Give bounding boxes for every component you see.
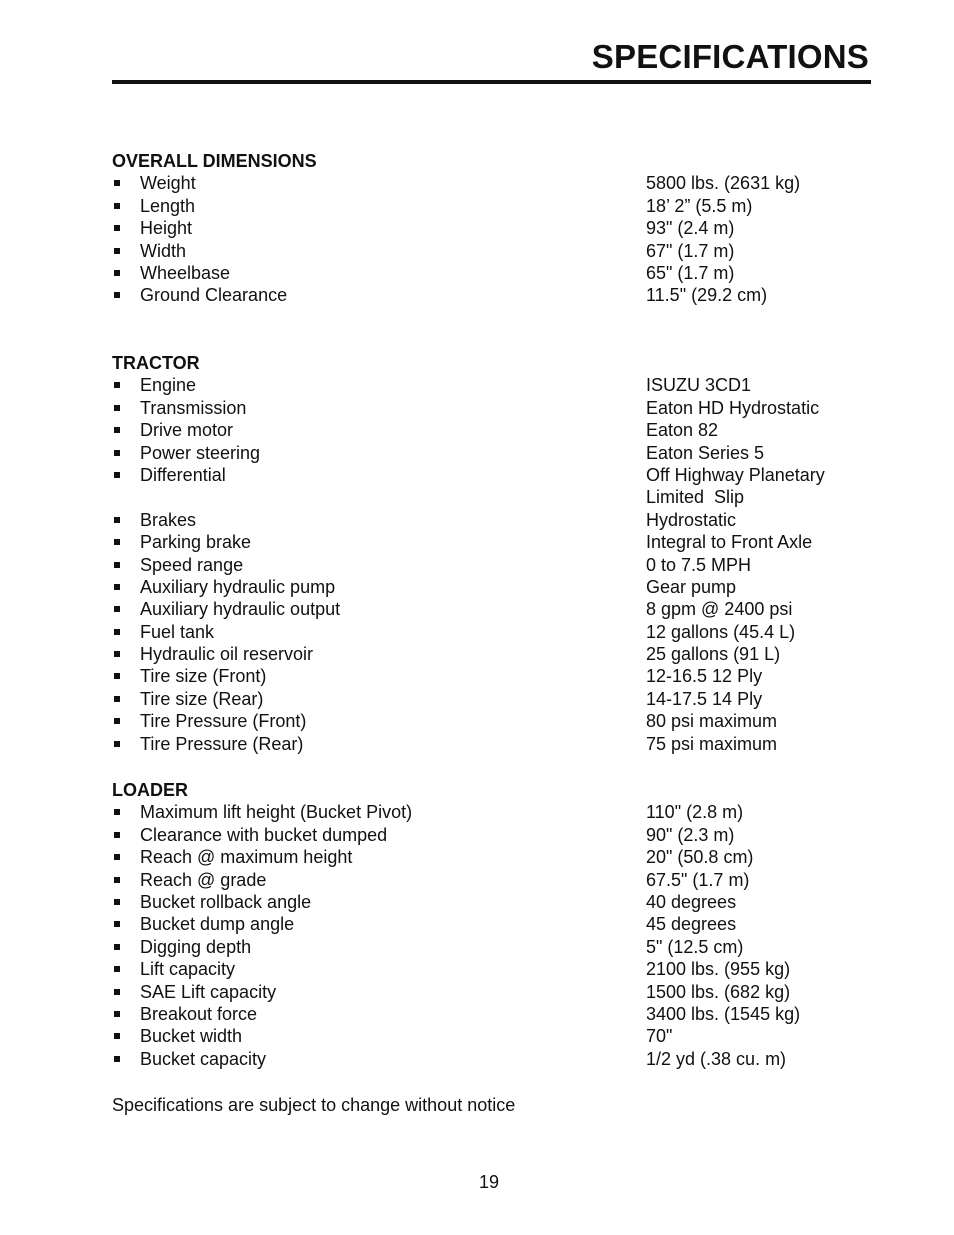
bullet-icon <box>114 629 120 635</box>
spec-value: 67.5" (1.7 m) <box>646 869 750 890</box>
spec-label: Brakes <box>140 509 197 530</box>
spec-label: Bucket capacity <box>140 1048 267 1069</box>
spec-label: Speed range <box>140 554 244 575</box>
spec-value: 93" (2.4 m) <box>646 218 735 239</box>
spec-row <box>112 688 872 710</box>
spec-row <box>112 846 872 868</box>
spec-row <box>112 665 872 687</box>
bullet-icon <box>114 382 120 388</box>
spec-label: Tire Pressure (Rear) <box>140 733 304 754</box>
spec-row <box>112 869 872 891</box>
spec-value: 14-17.5 14 Ply <box>646 688 763 709</box>
spec-label: Parking brake <box>140 532 252 553</box>
spec-row <box>112 913 872 935</box>
spec-row <box>112 621 872 643</box>
spec-label: Tire Pressure (Front) <box>140 711 307 732</box>
spec-value: 1/2 yd (.38 cu. m) <box>646 1048 787 1069</box>
spec-label: Auxiliary hydraulic pump <box>140 576 336 597</box>
spec-row <box>112 801 872 823</box>
bullet-icon <box>114 966 120 972</box>
spec-list <box>112 172 872 306</box>
spec-row <box>112 1003 872 1025</box>
spec-value: 25 gallons (91 L) <box>646 644 781 665</box>
spec-label: Wheelbase <box>140 262 231 283</box>
spec-value: 110" (2.8 m) <box>646 802 744 823</box>
spec-row <box>112 936 872 958</box>
bullet-icon <box>114 809 120 815</box>
bullet-icon <box>114 203 120 209</box>
spec-label: Bucket rollback angle <box>140 891 312 912</box>
footnote: Specifications are subject to change without notice <box>112 1095 516 1115</box>
spec-value: 70" <box>646 1026 673 1047</box>
spec-row <box>112 643 872 665</box>
spec-label: Maximum lift height (Bucket Pivot) <box>140 802 413 823</box>
bullet-icon <box>114 989 120 995</box>
spec-value: Off Highway Planetary <box>646 464 825 485</box>
section-heading: OVERALL DIMENSIONS <box>112 151 317 171</box>
spec-row <box>112 397 872 419</box>
spec-value: 2100 lbs. (955 kg) <box>646 959 791 980</box>
spec-label: Engine <box>140 375 197 396</box>
bullet-icon <box>114 405 120 411</box>
spec-label: Bucket width <box>140 1026 243 1047</box>
spec-row <box>112 284 872 306</box>
spec-value: 40 degrees <box>646 891 737 912</box>
spec-value: ISUZU 3CD1 <box>646 375 752 396</box>
spec-row <box>112 464 872 509</box>
section-heading: LOADER <box>112 780 188 800</box>
spec-row <box>112 710 872 732</box>
spec-label: Reach @ maximum height <box>140 847 353 868</box>
spec-label: Tire size (Front) <box>140 666 267 687</box>
spec-row <box>112 240 872 262</box>
spec-label: Bucket dump angle <box>140 914 295 935</box>
bullet-icon <box>114 539 120 545</box>
bullet-icon <box>114 877 120 883</box>
spec-value: 8 gpm @ 2400 psi <box>646 599 793 620</box>
loader-section <box>112 779 872 1070</box>
bullet-icon <box>114 562 120 568</box>
spec-row <box>112 374 872 396</box>
spec-value: Hydrostatic <box>646 509 737 530</box>
spec-value: 45 degrees <box>646 914 737 935</box>
spec-value: 20" (50.8 cm) <box>646 847 754 868</box>
spec-label: SAE Lift capacity <box>140 981 277 1002</box>
spec-value: 11.5" (29.2 cm) <box>646 285 768 306</box>
tractor-section <box>112 352 872 755</box>
spec-label: Width <box>140 240 187 261</box>
bullet-icon <box>114 673 120 679</box>
spec-label: Hydraulic oil reservoir <box>140 644 314 665</box>
spec-label: Length <box>140 195 196 216</box>
title-rule <box>112 80 871 84</box>
spec-label: Reach @ grade <box>140 869 267 890</box>
spec-value: 12 gallons (45.4 L) <box>646 621 796 642</box>
spec-label: Clearance with bucket dumped <box>140 824 388 845</box>
bullet-icon <box>114 584 120 590</box>
bullet-icon <box>114 450 120 456</box>
spec-row <box>112 598 872 620</box>
spec-value: 80 psi maximum <box>646 711 778 732</box>
spec-value: 3400 lbs. (1545 kg) <box>646 1003 801 1024</box>
spec-value: Integral to Front Axle <box>646 532 813 553</box>
bullet-icon <box>114 292 120 298</box>
spec-row <box>112 891 872 913</box>
overall-dimensions-section <box>112 150 872 307</box>
spec-row <box>112 958 872 980</box>
bullet-icon <box>114 899 120 905</box>
spec-value: 18’ 2” (5.5 m) <box>646 195 753 216</box>
spec-label: Fuel tank <box>140 621 215 642</box>
spec-row <box>112 262 872 284</box>
bullet-icon <box>114 944 120 950</box>
spec-label: Transmission <box>140 397 247 418</box>
spec-value: 90" (2.3 m) <box>646 824 735 845</box>
bullet-icon <box>114 427 120 433</box>
bullet-icon <box>114 921 120 927</box>
spec-value: 5" (12.5 cm) <box>646 936 744 957</box>
bullet-icon <box>114 832 120 838</box>
bullet-icon <box>114 606 120 612</box>
section-heading: TRACTOR <box>112 353 200 373</box>
spec-label: Weight <box>140 173 196 194</box>
spec-value: 65" (1.7 m) <box>646 262 735 283</box>
bullet-icon <box>114 741 120 747</box>
spec-list <box>112 374 872 755</box>
spec-row <box>112 981 872 1003</box>
bullet-icon <box>114 651 120 657</box>
bullet-icon <box>114 517 120 523</box>
spec-label: Height <box>140 218 193 239</box>
spec-value-continued: Limited Slip <box>646 487 745 508</box>
spec-row <box>112 1048 872 1070</box>
spec-row <box>112 824 872 846</box>
spec-row <box>112 217 872 239</box>
spec-row <box>112 531 872 553</box>
spec-row <box>112 554 872 576</box>
spec-value: 67" (1.7 m) <box>646 240 735 261</box>
spec-label: Ground Clearance <box>140 285 288 306</box>
spec-label: Differential <box>140 464 226 485</box>
bullet-icon <box>114 718 120 724</box>
spec-value: 12-16.5 12 Ply <box>646 666 763 687</box>
spec-row <box>112 576 872 598</box>
spec-value: Eaton HD Hydrostatic <box>646 397 820 418</box>
spec-label: Auxiliary hydraulic output <box>140 599 341 620</box>
bullet-icon <box>114 180 120 186</box>
spec-value: 75 psi maximum <box>646 733 778 754</box>
spec-value: 5800 lbs. (2631 kg) <box>646 173 801 194</box>
bullet-icon <box>114 225 120 231</box>
spec-value: Eaton 82 <box>646 420 719 441</box>
spec-row <box>112 172 872 194</box>
spec-row <box>112 419 872 441</box>
spec-value: Gear pump <box>646 576 737 597</box>
spec-row <box>112 733 872 755</box>
spec-row <box>112 509 872 531</box>
spec-row <box>112 1025 872 1047</box>
spec-label: Tire size (Rear) <box>140 688 264 709</box>
bullet-icon <box>114 854 120 860</box>
spec-row <box>112 442 872 464</box>
spec-label: Breakout force <box>140 1003 258 1024</box>
spec-label: Digging depth <box>140 936 252 957</box>
bullet-icon <box>114 1033 120 1039</box>
page-title: SPECIFICATIONS <box>591 38 869 75</box>
spec-label: Power steering <box>140 442 261 463</box>
bullet-icon <box>114 248 120 254</box>
bullet-icon <box>114 270 120 276</box>
spec-label: Lift capacity <box>140 959 236 980</box>
spec-value: 1500 lbs. (682 kg) <box>646 981 791 1002</box>
spec-value: Eaton Series 5 <box>646 442 765 463</box>
spec-list <box>112 801 872 1070</box>
bullet-icon <box>114 1056 120 1062</box>
spec-value: 0 to 7.5 MPH <box>646 554 752 575</box>
bullet-icon <box>114 696 120 702</box>
spec-row <box>112 195 872 217</box>
page-number: 19 <box>478 1172 500 1192</box>
bullet-icon <box>114 472 120 478</box>
spec-label: Drive motor <box>140 420 234 441</box>
bullet-icon <box>114 1011 120 1017</box>
